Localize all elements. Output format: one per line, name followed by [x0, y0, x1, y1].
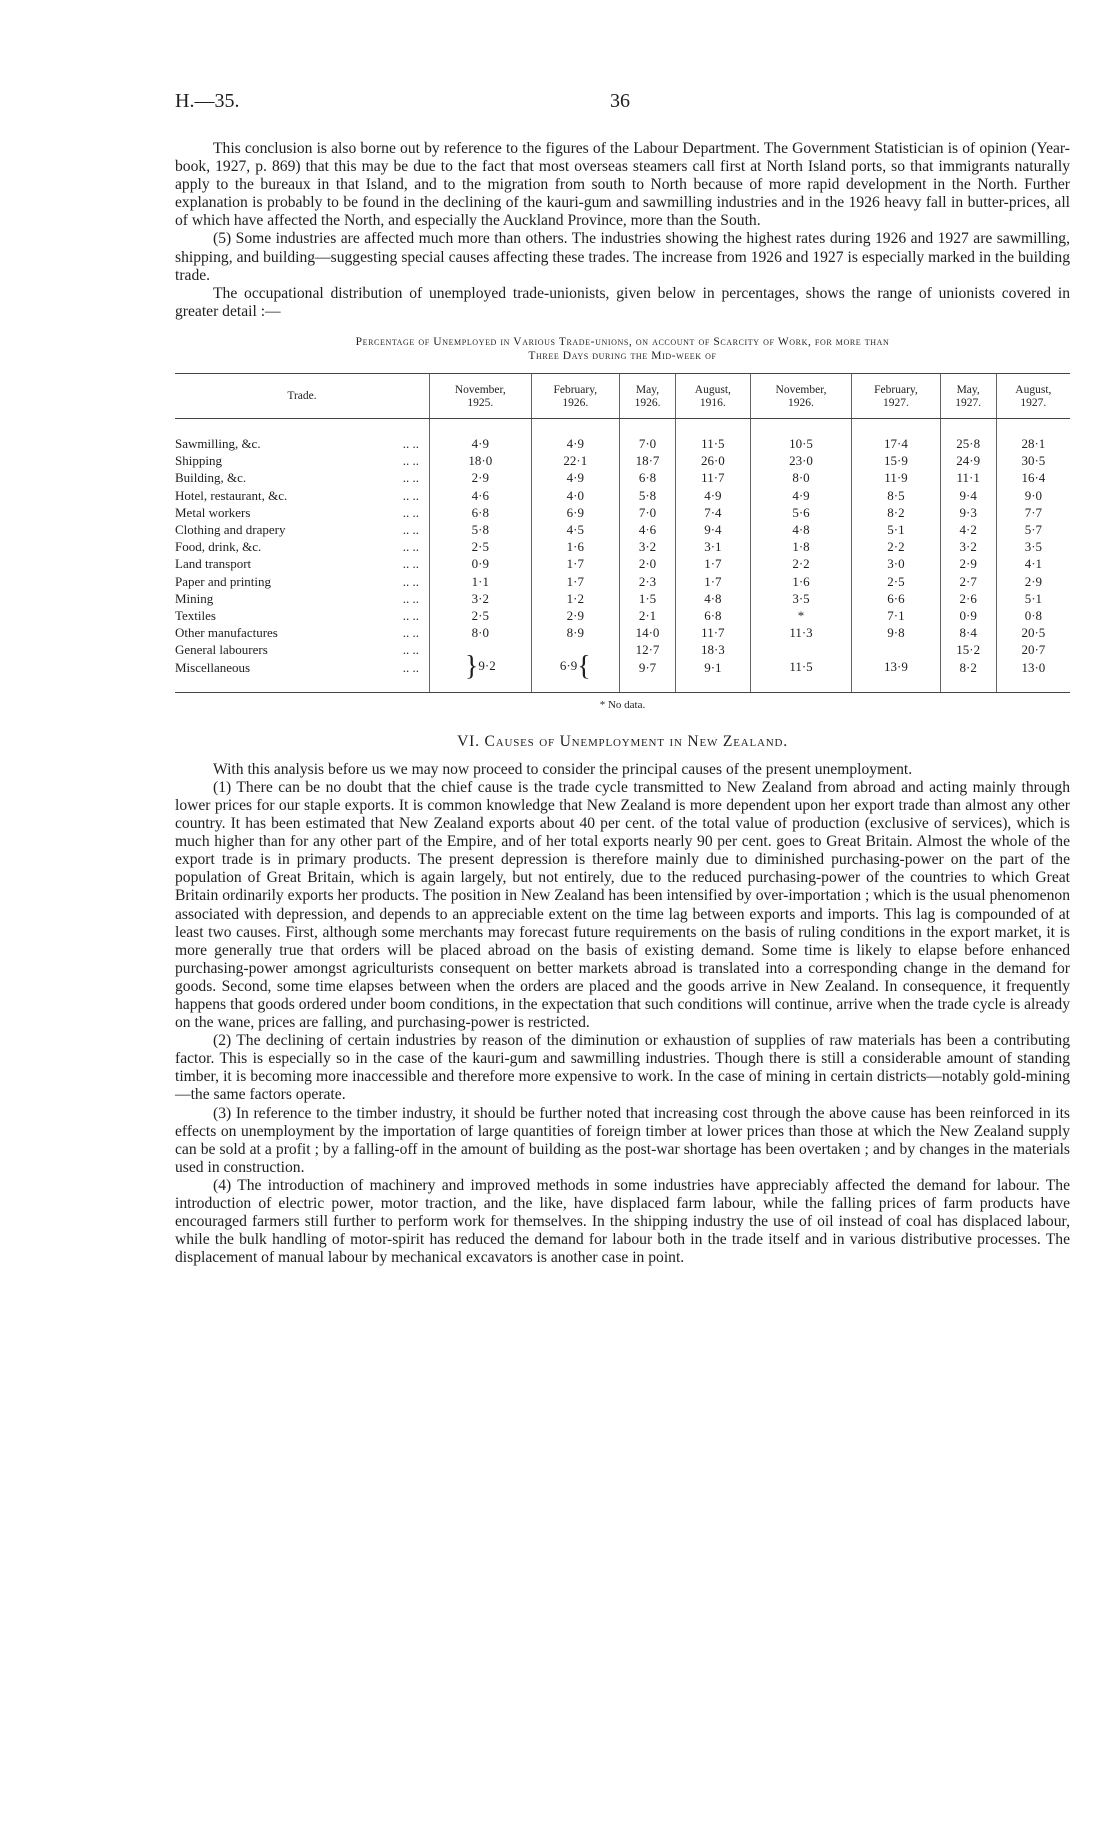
trade-name: Clothing and drapery: [175, 521, 286, 537]
value-cell: 2·9: [996, 573, 1070, 590]
value-cell: 4·9: [531, 469, 619, 486]
leader-dots: .. ..: [402, 470, 419, 486]
table-header-row: [175, 373, 1070, 418]
value-cell: 2·0: [619, 555, 675, 572]
column-header: August, 1916.: [676, 373, 751, 418]
value-cell: 8·2: [852, 504, 940, 521]
table-caption-line: Three Days during the Mid-week of: [528, 349, 717, 362]
value-cell: 0·9: [940, 607, 996, 624]
value-cell: 4·9: [676, 487, 751, 504]
value-cell: 3·5: [750, 590, 852, 607]
value-cell: 10·5: [750, 418, 852, 452]
value: 6·9: [559, 657, 578, 673]
value-cell: 5·1: [852, 521, 940, 538]
paragraph: The occupational distribution of unemployed trade-unionists, given below in percentages, shows the range of unionists covered in greater detail :—: [175, 284, 1070, 320]
value-cell: 25·8: [940, 418, 996, 452]
table-row: [175, 418, 1070, 452]
table-row: [175, 504, 1070, 521]
value-cell: 1·1: [430, 573, 532, 590]
value: 9·2: [478, 657, 496, 673]
value-cell: 1·6: [531, 538, 619, 555]
value-cell: 23·0: [750, 452, 852, 469]
trade-name: Shipping: [175, 453, 222, 469]
table-row: [175, 538, 1070, 555]
value-cell: 11·3: [750, 624, 852, 641]
trade-cell: [175, 659, 430, 692]
value-cell: 0·9: [430, 555, 532, 572]
table-row: [175, 452, 1070, 469]
leader-dots: .. ..: [402, 625, 419, 641]
trade-name: Sawmilling, &c.: [175, 435, 261, 451]
value-cell: 4·1: [996, 555, 1070, 572]
value-cell: 7·0: [619, 418, 675, 452]
value-cell: 15·9: [852, 452, 940, 469]
value-cell: 2·5: [852, 573, 940, 590]
column-header: February, 1926.: [531, 373, 619, 418]
table-footnote: * No data.: [599, 698, 646, 711]
trade-cell: [175, 641, 430, 658]
table-row: [175, 573, 1070, 590]
value-cell: 24·9: [940, 452, 996, 469]
value: 11·5: [789, 658, 813, 674]
value-cell: 3·0: [852, 555, 940, 572]
value-cell: 28·1: [996, 418, 1070, 452]
brace-icon: }: [464, 650, 479, 682]
value-cell: 6·8: [430, 504, 532, 521]
table-row: [175, 624, 1070, 641]
merged-value-cell: [750, 641, 852, 691]
value-cell: 3·5: [996, 538, 1070, 555]
table-row: [175, 521, 1070, 538]
table-row: [175, 641, 1070, 658]
value-cell: 1·7: [676, 555, 751, 572]
value-cell: 9·7: [619, 659, 675, 692]
table-body: [175, 418, 1070, 691]
trade-name: Miscellaneous: [175, 659, 251, 675]
value-cell: 5·1: [996, 590, 1070, 607]
value-cell: 9·8: [852, 624, 940, 641]
trade-name: Land transport: [175, 556, 252, 572]
value-cell: 8·9: [531, 624, 619, 641]
value-cell: 2·9: [531, 607, 619, 624]
page-number: 36: [610, 90, 630, 112]
value-cell: 11·5: [676, 418, 751, 452]
value-cell: 17·4: [852, 418, 940, 452]
trade-cell: [175, 555, 430, 572]
column-header: May, 1927.: [940, 373, 996, 418]
value-cell: 6·9: [531, 504, 619, 521]
leader-dots: .. ..: [402, 556, 419, 572]
value-cell: 2·3: [619, 573, 675, 590]
value-cell: 18·0: [430, 452, 532, 469]
value-cell: 2·5: [430, 607, 532, 624]
value-cell: 9·3: [940, 504, 996, 521]
value-cell: 2·1: [619, 607, 675, 624]
value-cell: 3·2: [430, 590, 532, 607]
leader-dots: .. ..: [402, 539, 419, 555]
value-cell: 11·7: [676, 469, 751, 486]
value-cell: *: [750, 607, 852, 624]
document-reference: H.—35.: [175, 90, 240, 112]
value-cell: 1·5: [619, 590, 675, 607]
section-heading: VI. Causes of Unemployment in New Zealand.: [457, 732, 788, 750]
value-cell: 20·5: [996, 624, 1070, 641]
value-cell: 4·6: [430, 487, 532, 504]
trade-name: Textiles: [175, 607, 216, 623]
column-header: November, 1926.: [750, 373, 852, 418]
column-header: November, 1925.: [430, 373, 532, 418]
value-cell: 5·8: [430, 521, 532, 538]
leader-dots: .. ..: [402, 521, 419, 537]
value-cell: 18·7: [619, 452, 675, 469]
trade-cell: [175, 607, 430, 624]
trade-cell: [175, 538, 430, 555]
trade-name: Building, &c.: [175, 470, 247, 486]
value-cell: 7·0: [619, 504, 675, 521]
table-row: [175, 590, 1070, 607]
paragraph: (4) The introduction of machinery and improved methods in some industries have appreciably affected the demand for labour. The introduction of electric power, motor traction, and the like, have displaced farm labour, while the falling prices of farm products have encouraged farmers still further to perform work for themselves. In the shipping industry the use of oil instead of coal has displaced labour, while the bulk handling of motor-spirit has reduced the demand for labour both in the trade itself and in various distributive processes. The displacement of manual labour by mechanical excavators is another case in point.: [175, 1176, 1070, 1267]
value-cell: 1·6: [750, 573, 852, 590]
trade-cell: [175, 624, 430, 641]
value-cell: 1·2: [531, 590, 619, 607]
value-cell: 5·8: [619, 487, 675, 504]
merged-value-cell: [531, 641, 619, 691]
trade-name: Hotel, restaurant, &c.: [175, 487, 288, 503]
column-header-trade: Trade.: [175, 373, 430, 418]
table-row: [175, 469, 1070, 486]
value-cell: 8·4: [940, 624, 996, 641]
value-cell: 15·2: [940, 641, 996, 658]
value-cell: 4·9: [531, 418, 619, 452]
value-cell: 0·8: [996, 607, 1070, 624]
leader-dots: .. ..: [402, 590, 419, 606]
intro-section: [175, 140, 1070, 321]
trade-cell: [175, 487, 430, 504]
trade-cell: [175, 590, 430, 607]
value-cell: 4·8: [676, 590, 751, 607]
value-cell: 4·2: [940, 521, 996, 538]
value-cell: 2·6: [940, 590, 996, 607]
trade-name: Paper and printing: [175, 573, 272, 589]
value-cell: 3·2: [619, 538, 675, 555]
table-row: [175, 555, 1070, 572]
leader-dots: .. ..: [402, 642, 419, 658]
value-cell: 6·6: [852, 590, 940, 607]
leader-dots: .. ..: [402, 659, 419, 675]
value-cell: 12·7: [619, 641, 675, 658]
value-cell: 2·7: [940, 573, 996, 590]
value-cell: 8·5: [852, 487, 940, 504]
trade-name: General labourers: [175, 642, 268, 658]
trade-cell: [175, 504, 430, 521]
value-cell: 2·2: [852, 538, 940, 555]
value-cell: 20·7: [996, 641, 1070, 658]
value-cell: 8·2: [940, 659, 996, 692]
table-caption: [175, 335, 1070, 363]
value-cell: 11·7: [676, 624, 751, 641]
value-cell: 7·1: [852, 607, 940, 624]
value-cell: 22·1: [531, 452, 619, 469]
value-cell: 26·0: [676, 452, 751, 469]
value-cell: 30·5: [996, 452, 1070, 469]
value-cell: 7·4: [676, 504, 751, 521]
value-cell: 18·3: [676, 641, 751, 658]
value-cell: 9·0: [996, 487, 1070, 504]
trade-name: Metal workers: [175, 504, 251, 520]
value: 13·9: [884, 658, 908, 674]
value-cell: 6·8: [676, 607, 751, 624]
value-cell: 1·8: [750, 538, 852, 555]
trade-cell: [175, 469, 430, 486]
value-cell: 8·0: [750, 469, 852, 486]
value-cell: 7·7: [996, 504, 1070, 521]
leader-dots: .. ..: [402, 453, 419, 469]
paragraph: (5) Some industries are affected much more than others. The industries showing the highest rates during 1926 and 1927 are sawmilling, shipping, and building—suggesting special causes affecting these trades. The increase from 1926 and 1927 is especially marked in the building trade.: [175, 230, 1070, 284]
trade-name: Mining: [175, 590, 214, 606]
leader-dots: .. ..: [402, 504, 419, 520]
paragraph: (3) In reference to the timber industry, it should be further noted that increasing cost through the above cause has been reinforced in its effects on unemployment by the importation of large quantities of foreign timber at lower prices than those at which the New Zealand supply can be sold at a profit ; by a falling-off in the amount of building as the post-war shortage has been overtaken ; and by changes in the materials used in construction.: [175, 1104, 1070, 1176]
value-cell: 1·7: [676, 573, 751, 590]
trade-cell: [175, 521, 430, 538]
table-row: [175, 607, 1070, 624]
page-header: [175, 90, 1070, 130]
paragraph: This conclusion is also borne out by reference to the figures of the Labour Department. The Government Statistician is of opinion (Year-book, 1927, p. 869) that this may be due to the fact that most overseas steamers call first at North Island ports, so that immigrants naturally apply to the bureaux in that Island, and to the migration from south to North because of more rapid development in the North. Further explanation is probably to be found in the declining of the kauri-gum and sawmilling industries and in the 1926 heavy fall in butter-prices, all of which have affected the North, and especially the Auckland Province, more than the South.: [175, 140, 1070, 230]
value-cell: 11·1: [940, 469, 996, 486]
brace-icon: {: [577, 650, 591, 682]
value-cell: 3·2: [940, 538, 996, 555]
value-cell: 13·0: [996, 659, 1070, 692]
column-header: May, 1926.: [619, 373, 675, 418]
value-cell: 14·0: [619, 624, 675, 641]
value-cell: 9·4: [940, 487, 996, 504]
table-bottom-rule: [175, 692, 1070, 693]
unemployment-table: [175, 373, 1070, 692]
value-cell: 4·9: [430, 418, 532, 452]
paragraph: (2) The declining of certain industries by reason of the diminution or exhaustion of supplies of raw materials has been a contributing factor. This is especially so in the case of the kauri-gum and sawmilling industries. Though there is still a considerable amount of standing timber, it is becoming more inaccessible and therefore more expensive to work. In the case of mining in certain districts—notably gold-mining—the same factors operate.: [175, 1032, 1070, 1104]
trade-cell: [175, 418, 430, 452]
value-cell: 4·8: [750, 521, 852, 538]
merged-value-cell: [430, 641, 532, 691]
document-page: [175, 90, 1070, 1267]
trade-name: Food, drink, &c.: [175, 539, 262, 555]
value-cell: 8·0: [430, 624, 532, 641]
value-cell: 2·5: [430, 538, 532, 555]
value-cell: 9·1: [676, 659, 751, 692]
value-cell: 5·6: [750, 504, 852, 521]
leader-dots: .. ..: [402, 487, 419, 503]
body-section: [175, 761, 1070, 1268]
value-cell: 16·4: [996, 469, 1070, 486]
paragraph: With this analysis before us we may now proceed to consider the principal causes of the present unemployment.: [213, 760, 913, 778]
value-cell: 1·7: [531, 555, 619, 572]
value-cell: 1·7: [531, 573, 619, 590]
column-header: August, 1927.: [996, 373, 1070, 418]
leader-dots: .. ..: [402, 607, 419, 623]
trade-name: Other manufactures: [175, 625, 278, 641]
table-caption-line: Percentage of Unemployed in Various Trade-unions, on account of Scarcity of Work, for more than: [355, 335, 890, 348]
value-cell: 4·6: [619, 521, 675, 538]
value-cell: 5·7: [996, 521, 1070, 538]
trade-cell: [175, 452, 430, 469]
value-cell: 11·9: [852, 469, 940, 486]
leader-dots: .. ..: [402, 435, 419, 451]
merged-value-cell: [852, 641, 940, 691]
value-cell: 2·2: [750, 555, 852, 572]
paragraph: (1) There can be no doubt that the chief cause is the trade cycle transmitted to New Zealand from abroad and acting mainly through lower prices for our staple exports. It is common knowledge that New Zealand is more dependent upon her export trade than almost any other country. It has been estimated that New Zealand exports about 40 per cent. of the total value of production (exclusive of services), which is much higher than for any other part of the Empire, and of her total exports nearly 90 per cent. goes to Great Britain. Almost the whole of the export trade is in primary products. The present depression is therefore mainly due to diminished purchasing-power on the part of the population of Great Britain, which is again largely, but not entirely, due to the reduced purchasing-power of the countries to which Great Britain ordinarily exports her products. The position in New Zealand has been intensified by over-importation ; which is the usual phenomenon associated with depression, and depends to an appreciable extent on the time lag between exports and imports. This lag is compounded of at least two causes. First, although some merchants may forecast future requirements on the basis of ruling conditions in the export market, it is more generally true that orders will be placed abroad on the basis of existing demand. Some time is likely to elapse before enhanced purchasing-power amongst agriculturists consequent on better markets abroad is translated into a corresponding change in the demand for goods. Second, some time elapses between when the orders are placed and the goods arrive in New Zealand. In consequence, it frequently happens that goods ordered under boom conditions, in the expectation that such conditions will continue, arrive when the trade cycle is already on the wane, prices are falling, and purchasing-power is restricted.: [175, 778, 1070, 1032]
trade-cell: [175, 573, 430, 590]
value-cell: 3·1: [676, 538, 751, 555]
column-header: February, 1927.: [852, 373, 940, 418]
value-cell: 4·9: [750, 487, 852, 504]
value-cell: 2·9: [430, 469, 532, 486]
value-cell: 6·8: [619, 469, 675, 486]
value-cell: 2·9: [940, 555, 996, 572]
table-row: [175, 487, 1070, 504]
value-cell: 9·4: [676, 521, 751, 538]
leader-dots: .. ..: [402, 573, 419, 589]
value-cell: 4·0: [531, 487, 619, 504]
value-cell: 4·5: [531, 521, 619, 538]
